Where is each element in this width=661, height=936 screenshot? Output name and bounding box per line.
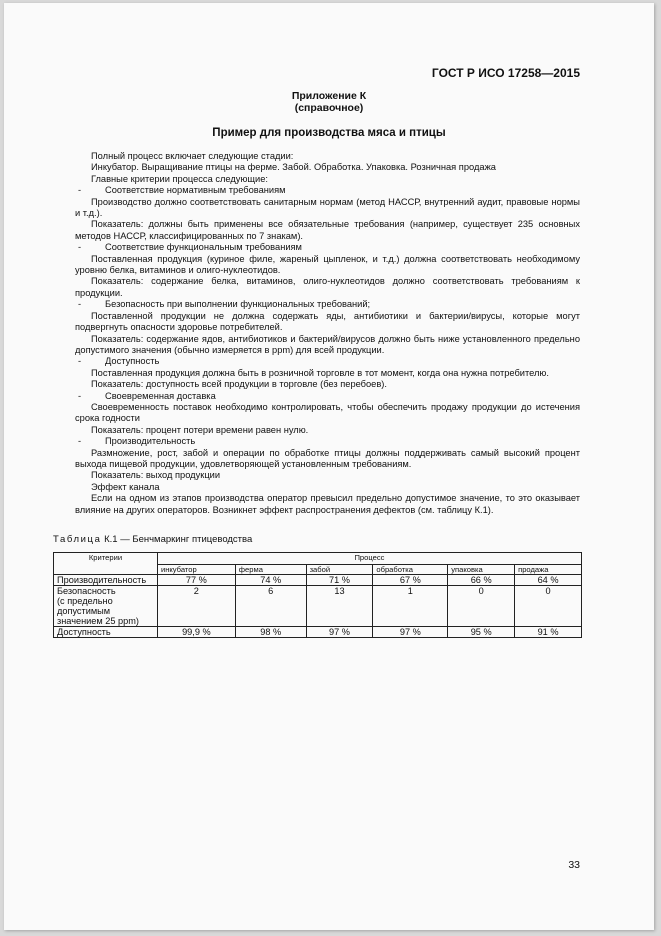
dash-marker: - (78, 242, 82, 253)
table-cell: 67 % (373, 575, 448, 586)
table-cell: 91 % (515, 627, 582, 638)
annex-heading (4, 90, 654, 114)
paragraph: Главные критерии процесса следующие: (91, 173, 269, 184)
criterion-item (75, 391, 580, 402)
paragraph: Поставленная продукция (куриное филе, жареный цыпленок, и т.д.) должна соответствовать необходимому уровню белка, витаминов и олиго-нуклеотидов. (75, 253, 580, 276)
table-cell: 95 % (448, 627, 515, 638)
paragraph: Показатель: выход продукции (91, 470, 221, 481)
annex-subtitle: (справочное) (294, 102, 364, 114)
annex-title: Приложение К (291, 90, 367, 102)
table-cell: 0 (448, 586, 515, 627)
table-row (54, 627, 582, 638)
paragraph: Если на одном из этапов производства оператор превысил предельно допустимое значение, то это оказывает влияние на других операторов. Возникнет эффект распространения дефектов (см. таблицу К.1). (75, 493, 580, 515)
stage-header: продажа (515, 565, 582, 575)
criterion-item (75, 242, 580, 253)
paragraph: Размножение, рост, забой и операции по обработке птицы должны поддерживать самый высокий процент выхода пищевой продукции, удовлетворяющей установленным требованиям. (75, 447, 580, 469)
stage-header: обработка (373, 565, 448, 575)
criterion-item (75, 356, 580, 367)
dash-marker: - (78, 390, 82, 401)
dash-marker: - (78, 356, 82, 367)
paragraph: Показатель: содержание белка, витаминов, олиго-нуклеотидов должно соответствовать требованиям к продукции. (75, 276, 580, 298)
paragraph: Показатель: доступность всей продукции в торговле (без перебоев). (91, 379, 387, 390)
stage-header: инкубатор (157, 565, 235, 575)
criterion-text: Доступность (105, 356, 160, 367)
stage-header: ферма (235, 565, 306, 575)
table-row (54, 586, 582, 627)
row-label: Доступность (54, 627, 158, 638)
paragraph: Эффект канала (91, 481, 160, 492)
table-cell: 6 (235, 586, 306, 627)
table-cell: 13 (306, 586, 373, 627)
table-cell: 71 % (306, 575, 373, 586)
table-cell: 77 % (157, 575, 235, 586)
table-cell: 99,9 % (157, 627, 235, 638)
benchmark-table (53, 552, 582, 638)
section-title: Пример для производства мяса и птицы (212, 127, 446, 139)
standard-code: ГОСТ Р ИСО 17258—2015 (431, 66, 580, 80)
criterion-item (75, 185, 580, 196)
table-caption-text: К.1 — Бенчмаркинг птицеводства (101, 534, 253, 545)
process-header: Процесс (157, 553, 581, 565)
criterion-text: Соответствие функциональным требованиям (105, 242, 302, 253)
dash-marker: - (78, 436, 82, 447)
paragraph: Полный процесс включает следующие стадии: (91, 151, 294, 161)
paragraph: Показатель: содержание ядов, антибиотиков и бактерий/вирусов должно быть ниже установленного предельно допустимого значения (обычно измеряется в ppm) для всей продукции. (75, 333, 580, 355)
table-body (54, 575, 582, 638)
row-label: Производительность (54, 575, 158, 586)
dash-marker: - (78, 299, 82, 310)
criterion-text: Соответствие нормативным требованиям (105, 185, 286, 196)
table-cell: 2 (157, 586, 235, 627)
table-cell: 97 % (306, 627, 373, 638)
page-number: 33 (568, 859, 580, 871)
row-label: Безопасность (с предельно допустимым значением 25 ppm) (54, 586, 158, 627)
table-cell: 97 % (373, 627, 448, 638)
document-page (4, 3, 654, 930)
body-text (75, 151, 580, 516)
stage-header: упаковка (448, 565, 515, 575)
table-cell: 98 % (235, 627, 306, 638)
table-row (54, 575, 582, 586)
paragraph: Поставленная продукция должна быть в розничной торговле в тот момент, когда она нужна потребителю. (91, 367, 549, 378)
paragraph: Поставленной продукции не должна содержать яды, антибиотики и бактерии/вирусы, которые могут подвергнуть опасности здоровье потребителей. (75, 310, 580, 333)
paragraph: Своевременность поставок необходимо контролировать, чтобы обеспечить продажу продукции до истечения срока годности (75, 401, 580, 424)
table-cell: 0 (515, 586, 582, 627)
criterion-text: Своевременная доставка (105, 390, 216, 401)
paragraph: Показатель: должны быть применены все обязательные требования (например, существует 235 основных методов НАССР, классифицированных по 7 знакам). (75, 219, 580, 241)
paragraph: Производство должно соответствовать санитарным нормам (метод НАССР, внутренний аудит, правовые нормы и т.д.). (75, 196, 580, 219)
criteria-header: Критерии (54, 553, 158, 575)
table-caption (53, 534, 252, 545)
table-cell: 64 % (515, 575, 582, 586)
paragraph: Инкубатор. Выращивание птицы на ферме. Забой. Обработка. Упаковка. Розничная продажа (91, 162, 496, 173)
table-cell: 1 (373, 586, 448, 627)
stage-header: забой (306, 565, 373, 575)
criterion-item (75, 299, 580, 310)
paragraph: Показатель: процент потери времени равен нулю. (91, 424, 309, 435)
criterion-item (75, 436, 580, 447)
criterion-text: Производительность (105, 436, 196, 447)
table-caption-prefix: Таблица (53, 534, 102, 545)
table-cell: 74 % (235, 575, 306, 586)
table-cell: 66 % (448, 575, 515, 586)
criterion-text: Безопасность при выполнении функциональных требований; (105, 299, 371, 310)
dash-marker: - (78, 185, 82, 196)
